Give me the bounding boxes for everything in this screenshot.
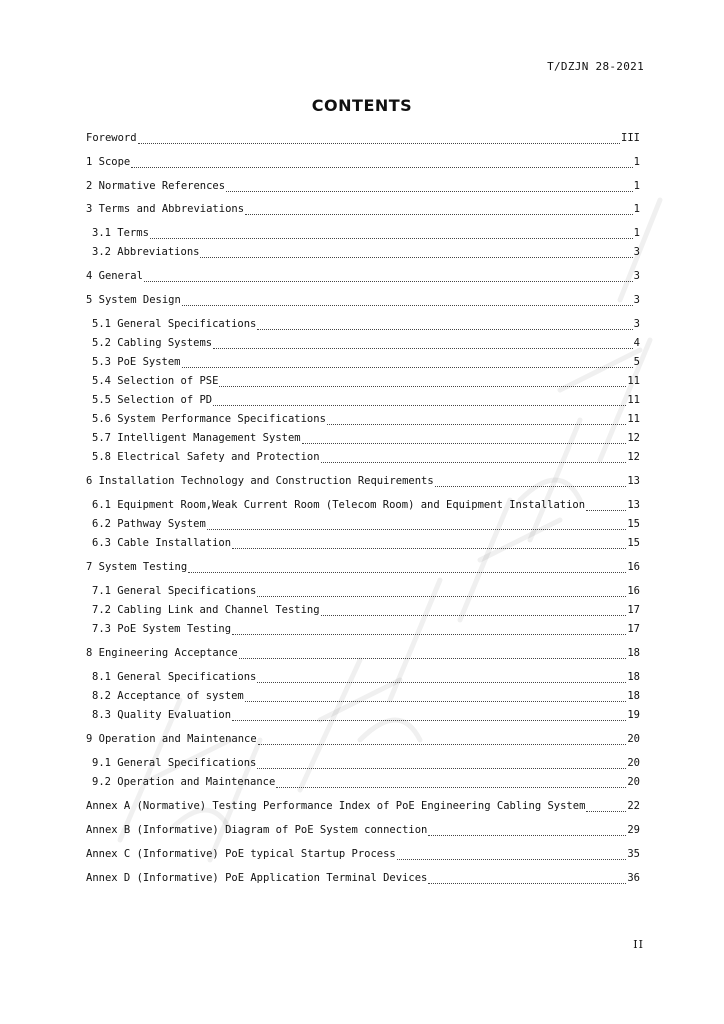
toc-entry-page: 36 (627, 872, 640, 884)
toc-entry-label: 5.7 Intelligent Management System (92, 432, 301, 444)
dot-leader (428, 882, 626, 884)
toc-entry-label: Annex B (Informative) Diagram of PoE System connection (86, 824, 428, 836)
toc-entry-label: 6.2 Pathway System (92, 518, 206, 530)
dot-leader (428, 834, 626, 836)
toc-entry-page: 1 (633, 203, 640, 215)
toc-entry-page: 11 (627, 413, 640, 425)
toc-entry-label: 9.1 General Specifications (92, 757, 257, 769)
toc-entry-page: 16 (627, 561, 640, 573)
dot-leader (257, 595, 626, 597)
toc-entry[interactable] (86, 561, 640, 577)
toc-entry-label: 8.3 Quality Evaluation (92, 709, 232, 721)
dot-leader (144, 280, 633, 282)
dot-leader (219, 385, 626, 387)
page-title: CONTENTS (311, 96, 413, 115)
dot-leader (213, 347, 633, 349)
toc-entry-label: 8 Engineering Acceptance (86, 647, 238, 659)
toc-entry-label: 7.2 Cabling Link and Channel Testing (92, 604, 320, 616)
dot-leader (188, 571, 626, 573)
dot-leader (245, 700, 627, 702)
toc-entry[interactable] (92, 432, 640, 448)
toc-entry[interactable] (92, 451, 640, 467)
toc-entry-page: 3 (633, 318, 640, 330)
dot-leader (321, 614, 627, 616)
toc-entry[interactable] (86, 156, 640, 172)
toc-entry-label: 9 Operation and Maintenance (86, 733, 257, 745)
toc-entry[interactable] (92, 690, 640, 706)
toc-entry-page: 17 (627, 604, 640, 616)
toc-entry-label: 4 General (86, 270, 143, 282)
toc-entry-page: 29 (627, 824, 640, 836)
toc-entry[interactable] (92, 337, 640, 353)
toc-entry-page: 20 (627, 733, 640, 745)
toc-entry-page: 1 (633, 156, 640, 168)
dot-leader (257, 767, 626, 769)
toc-entry-page: 13 (627, 499, 640, 511)
dot-leader (200, 256, 632, 258)
toc-entry[interactable] (86, 180, 640, 196)
toc-entry-page: 1 (633, 180, 640, 192)
toc-entry-label: 5.2 Cabling Systems (92, 337, 213, 349)
toc-entry-page: 18 (627, 671, 640, 683)
toc-entry-label: Annex C (Informative) PoE typical Startup Process (86, 848, 396, 860)
dot-leader (226, 190, 633, 192)
toc-entry[interactable] (86, 848, 640, 864)
toc-entry-page: 22 (627, 800, 640, 812)
toc-entry-label: 5.5 Selection of PD (92, 394, 213, 406)
dot-leader (213, 404, 626, 406)
dot-leader (138, 142, 620, 144)
dot-leader (245, 213, 633, 215)
toc-entry-page: 20 (627, 776, 640, 788)
toc-entry-page: 3 (633, 294, 640, 306)
toc-entry-page: 35 (627, 848, 640, 860)
toc-entry-page: 12 (627, 432, 640, 444)
toc-entry[interactable] (86, 800, 640, 816)
toc-entry[interactable] (92, 246, 640, 262)
toc-entry[interactable] (86, 294, 640, 310)
toc-entry-page: 11 (627, 394, 640, 406)
toc-entry[interactable] (92, 776, 640, 792)
toc-entry[interactable] (92, 227, 640, 243)
toc-entry-label: 3.1 Terms (92, 227, 149, 239)
toc-entry-label: 3.2 Abbreviations (92, 246, 200, 258)
toc-entry[interactable] (92, 623, 640, 639)
dot-leader (397, 858, 627, 860)
toc-entry-page: 15 (627, 518, 640, 530)
dot-leader (435, 485, 627, 487)
toc-entry-page: 19 (627, 709, 640, 721)
dot-leader (258, 743, 627, 745)
toc-entry-label: 8.2 Acceptance of system (92, 690, 244, 702)
toc-entry-label: 7.3 PoE System Testing (92, 623, 232, 635)
toc-entry-page: 11 (627, 375, 640, 387)
dot-leader (586, 810, 626, 812)
toc-entry-page: 3 (633, 270, 640, 282)
dot-leader (232, 547, 626, 549)
dot-leader (182, 304, 633, 306)
toc-entry-label: 6.3 Cable Installation (92, 537, 232, 549)
toc-entry-page: 16 (627, 585, 640, 597)
toc-entry[interactable] (92, 375, 640, 391)
toc-entry-label: 1 Scope (86, 156, 131, 168)
toc-entry[interactable] (86, 270, 640, 286)
toc-entry-label: 6.1 Equipment Room,Weak Current Room (Telecom Room) and Equipment Installation (92, 499, 586, 511)
dot-leader (327, 423, 626, 425)
toc-entry-label: Foreword (86, 132, 137, 144)
dot-leader (182, 366, 633, 368)
toc-entry[interactable] (86, 203, 640, 219)
toc-entry[interactable] (92, 356, 640, 372)
dot-leader (257, 328, 632, 330)
toc-entry[interactable] (92, 671, 640, 687)
toc-entry-page: 15 (627, 537, 640, 549)
toc-entry-page: 3 (633, 246, 640, 258)
toc-entry[interactable] (92, 394, 640, 410)
toc-entry-label: 2 Normative References (86, 180, 226, 192)
dot-leader (207, 528, 627, 530)
toc-entry-label: 3 Terms and Abbreviations (86, 203, 245, 215)
toc-entry-label: Annex A (Normative) Testing Performance Index of PoE Engineering Cabling System (86, 800, 586, 812)
toc-entry-page: III (621, 132, 640, 144)
toc-entry[interactable] (86, 647, 640, 663)
toc-entry[interactable] (86, 824, 640, 840)
toc-entry-label: 5.8 Electrical Safety and Protection (92, 451, 320, 463)
toc-entry-label: 5.3 PoE System (92, 356, 181, 368)
dot-leader (257, 681, 626, 683)
toc-entry[interactable] (92, 518, 640, 534)
toc-entry-page: 1 (633, 227, 640, 239)
toc-entry-label: 7.1 General Specifications (92, 585, 257, 597)
toc-entry[interactable] (92, 413, 640, 429)
dot-leader (232, 719, 626, 721)
toc-entry[interactable] (92, 318, 640, 334)
dot-leader (586, 509, 626, 511)
toc-entry-page: 18 (627, 690, 640, 702)
toc-entry-label: 8.1 General Specifications (92, 671, 257, 683)
toc-entry-label: 5.4 Selection of PSE (92, 375, 219, 387)
toc-entry-label: 5.6 System Performance Specifications (92, 413, 326, 425)
toc-entry-label: 6 Installation Technology and Construction Requirements (86, 475, 434, 487)
toc-entry-page: 12 (627, 451, 640, 463)
toc-entry-label: Annex D (Informative) PoE Application Terminal Devices (86, 872, 428, 884)
toc-entry-page: 13 (627, 475, 640, 487)
toc-entry-page: 5 (633, 356, 640, 368)
toc-entry[interactable] (92, 757, 640, 773)
toc-entry[interactable] (86, 475, 640, 491)
document-id: T/DZJN 28-2021 (547, 60, 644, 73)
toc-entry[interactable] (92, 585, 640, 601)
toc-entry-page: 20 (627, 757, 640, 769)
toc-entry[interactable] (86, 872, 640, 888)
dot-leader (131, 166, 632, 168)
dot-leader (321, 461, 627, 463)
dot-leader (150, 237, 633, 239)
toc-entry[interactable] (92, 604, 640, 620)
toc-entry[interactable] (86, 132, 640, 148)
toc-entry[interactable] (92, 537, 640, 553)
toc-entry-page: 18 (627, 647, 640, 659)
toc-entry-label: 7 System Testing (86, 561, 188, 573)
toc-entry[interactable] (92, 499, 640, 515)
toc-entry[interactable] (92, 709, 640, 725)
toc-entry-label: 5.1 General Specifications (92, 318, 257, 330)
toc-entry-page: 17 (627, 623, 640, 635)
dot-leader (276, 786, 626, 788)
dot-leader (239, 657, 627, 659)
toc-entry-page: 4 (633, 337, 640, 349)
dot-leader (302, 442, 627, 444)
toc-entry-label: 9.2 Operation and Maintenance (92, 776, 276, 788)
toc-entry[interactable] (86, 733, 640, 749)
page-number: II (633, 938, 644, 951)
toc-entry-label: 5 System Design (86, 294, 181, 306)
dot-leader (232, 633, 626, 635)
